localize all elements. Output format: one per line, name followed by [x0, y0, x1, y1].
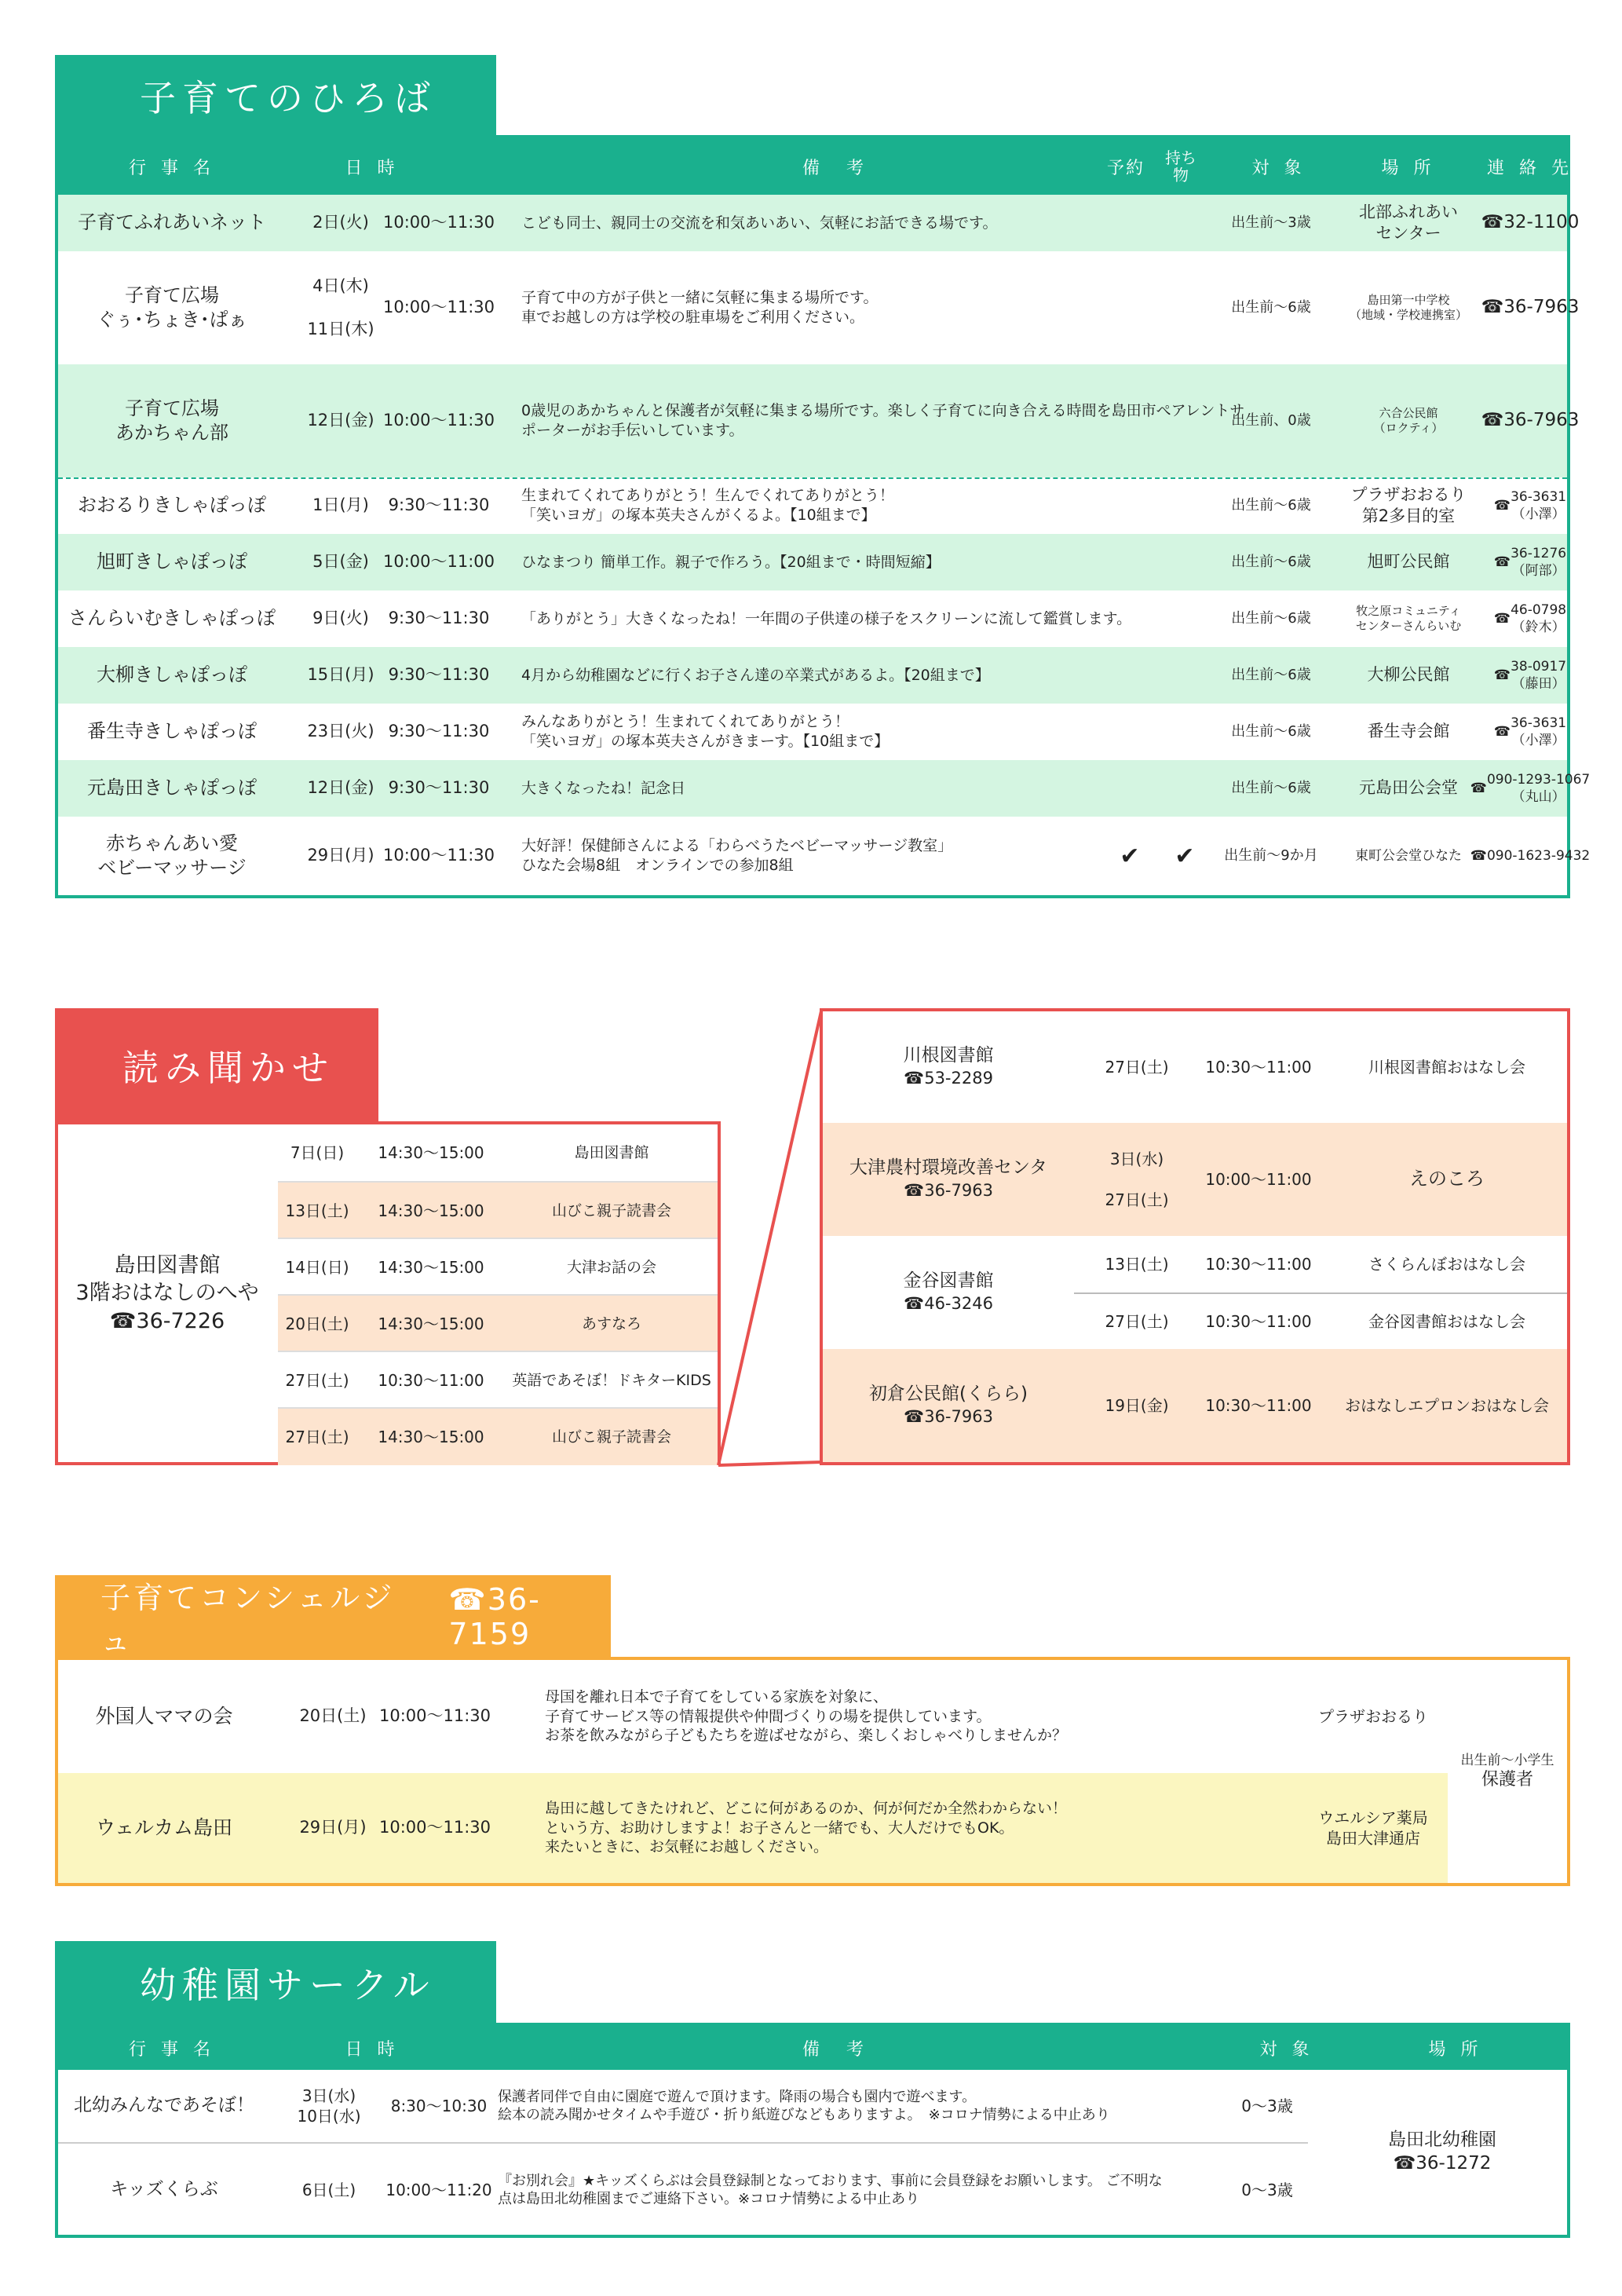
event-place: プラザおおるり 第2多目的室	[1350, 484, 1467, 525]
yomi-event: 英語であそぼ！ドキターKIDS	[512, 1371, 711, 1389]
youchien-place-tel: ☎ 36-1272	[1394, 2152, 1492, 2176]
event-target: 出生前～6歳	[1231, 299, 1311, 316]
youchien-row	[58, 2142, 1308, 2236]
event-contact: ☎ 36-3631 （小澤）	[1456, 477, 1605, 534]
yomi-date: 3日(水) 27日(土)	[1105, 1150, 1169, 1209]
concierge-time: 10:00～11:30	[378, 1706, 491, 1726]
y-hdr-target: 対 象	[1259, 2039, 1314, 2060]
event-contact: ☎ 46-0798 （鈴木）	[1456, 590, 1605, 647]
yomi-event: 金谷図書館おはなし会	[1368, 1312, 1525, 1331]
youchien-row	[58, 2070, 1308, 2142]
event-name: 元島田きしゃぽっぽ	[87, 777, 257, 799]
youchien-name: 北幼みんなであそぼ！	[74, 2095, 254, 2116]
event-contact: ☎ 36-7963	[1456, 251, 1605, 364]
library-cell	[823, 1123, 1074, 1236]
event-name: おおるりきしゃぽっぽ	[78, 494, 266, 517]
event-contact: ☎ 32-1100	[1456, 195, 1605, 251]
library-cell	[823, 1236, 1074, 1349]
y-hdr-date: 日 時	[345, 2039, 400, 2060]
concierge-row	[58, 1773, 1448, 1883]
event-target: 出生前～6歳	[1231, 554, 1311, 571]
event-note: 子育て中の方が子供と一緒に気軽に集まる場所です。 車でお越しの方は学校の駐車場をご利用ください。	[521, 289, 879, 326]
concierge-target	[1448, 1660, 1567, 1883]
event-date: 9日(火)	[312, 609, 369, 628]
youchien-place-name: 島田北幼稚園	[1388, 2130, 1496, 2151]
library-cell	[823, 1349, 1074, 1462]
event-note: こども同士、親同士の交流を和気あいあい、気軽にお話できる場です。	[521, 214, 998, 232]
event-target: 出生前～3歳	[1231, 214, 1311, 232]
youchien-note: 『お別れ会』★キッズくらぶは会員登録制となっております、事前に会員登録をお願いします。 ご不明な点は島田北幼稚園までご連絡下さい。※コロナ情勢による中止あり	[498, 2172, 1163, 2207]
concierge-target-small: 出生前～小学生	[1460, 1752, 1554, 1768]
shimada-library-name: 島田図書館 3階おはなしのへや	[75, 1253, 259, 1306]
yomi-date: 27日(土)	[1105, 1312, 1169, 1331]
concierge-row	[58, 1660, 1448, 1773]
event-note: 大好評！保健師さんによる「わらべうたベビーマッサージ教室」 ひなた会場8組 オンラインでの参加8組	[521, 837, 953, 874]
event-name: さんらいむきしゃぽっぽ	[68, 607, 276, 630]
yomi-time: 14:30～15:00	[378, 1201, 484, 1220]
event-name: 旭町きしゃぽっぽ	[97, 550, 247, 573]
yomi-date: 13日(土)	[285, 1201, 349, 1220]
event-time: 9:30～11:30	[388, 609, 490, 628]
y-hdr-place: 場 所	[1428, 2039, 1483, 2060]
yomi-time: 10:30～11:00	[1205, 1396, 1312, 1415]
event-place: 旭町公民館	[1367, 552, 1450, 572]
event-time: 10:00～11:30	[382, 411, 495, 430]
yomi-time: 10:30～11:00	[1205, 1058, 1312, 1077]
event-date: 5日(金)	[312, 552, 369, 572]
yomi-event: 島田図書館	[574, 1143, 649, 1161]
event-date: 4日(木) 11日(木)	[307, 276, 374, 338]
youchien-title-tab	[55, 1941, 496, 2024]
yomi-other-row	[823, 1349, 1567, 1462]
event-place: 元島田公会堂	[1359, 778, 1458, 798]
youchien-time: 8:30～10:30	[390, 2097, 488, 2115]
event-name: 番生寺きしゃぽっぽ	[87, 720, 257, 743]
event-note: みんなありがとう！生まれてくれてありがとう！ 「笑いヨガ」の塚本英夫さんがきまーす。【10組まで】	[521, 713, 890, 750]
library-name: 初倉公民館(くらら)	[869, 1384, 1028, 1405]
library-name: 金谷図書館	[903, 1270, 994, 1292]
event-target: 出生前～9か月	[1224, 847, 1318, 865]
yomi-other-row	[823, 1011, 1567, 1123]
event-time: 10:00～11:30	[382, 213, 495, 232]
event-name: 子育て広場 あかちゃん部	[115, 397, 228, 444]
concierge-place: ウエルシア薬局 島田大津通店	[1318, 1808, 1428, 1848]
event-note: 「ありがとう」大きくなったね！一年間の子供達の様子をスクリーンに流して鑑賞します。	[521, 609, 1132, 627]
yomi-event: えのころ	[1409, 1168, 1485, 1190]
event-note: ひなまつり 簡単工作。親子で作ろう。【20組まで・時間短縮】	[521, 553, 941, 571]
event-time: 10:00～11:00	[382, 552, 495, 572]
event-time: 10:00～11:30	[382, 298, 495, 317]
event-date: 15日(月)	[307, 665, 374, 685]
event-note: 0歳児のあかちゃんと保護者が気軽に集まる場所です。楽しく子育てに向き合える時間を島田市ぺアレントサポーターがお手伝いしています。	[521, 402, 1245, 439]
youchien-note: 保護者同伴で自由に園庭で遊んで頂けます。降雨の場合も園内で遊べます。 絵本の読み聞かせタイムや手遊び・折り紙遊びなどもありますよ。 ※コロナ情勢による中止あり	[498, 2088, 1110, 2123]
youchien-time: 10:00～11:20	[385, 2181, 492, 2199]
event-date: 23日(火)	[307, 722, 374, 741]
event-time: 9:30～11:30	[388, 722, 490, 741]
hdr-target: 対 象	[1251, 158, 1306, 178]
youchien-table	[55, 2023, 1570, 2238]
hdr-note: 備 考	[802, 158, 868, 178]
yomi-date: 27日(土)	[1105, 1058, 1169, 1077]
concierge-title-tab	[55, 1575, 611, 1658]
yomi-time: 10:30～11:00	[1205, 1255, 1312, 1274]
event-place: 番生寺会館	[1367, 722, 1450, 741]
event-place: 牧之原コミュニティ センターさんらいむ	[1355, 603, 1462, 633]
event-note: 4月から幼稚園などに行くお子さん達の卒業式があるよ。【20組まで】	[521, 666, 990, 684]
yomi-event: あすなろ	[581, 1314, 641, 1333]
yomi-time: 10:30～11:00	[378, 1371, 484, 1390]
event-name: 大柳きしゃぽっぽ	[97, 664, 247, 686]
event-note: 大きくなったね！記念日	[521, 779, 686, 797]
yomi-event: 大津お話の会	[566, 1258, 656, 1276]
yomi-time: 14:30～15:00	[378, 1258, 484, 1277]
youchien-title: 幼稚園サークル	[140, 1964, 436, 2006]
concierge-note: 母国を離れ日本で子育てをしている家族を対象に、 子育てサービス等の情報提供や仲間づくりの場を提供しています。 お茶を飲みながら子どもたちを遊ばせながら、楽しくおしゃべりしませんか？	[545, 1687, 1068, 1745]
youchien-target: 0～3歳	[1241, 2097, 1293, 2115]
yomi-subrow	[1074, 1236, 1567, 1292]
event-note: 生まれてくれてありがとう！生んでくれてありがとう！ 「笑いヨガ」の塚本英夫さんがくるよ。【10組まで】	[521, 487, 895, 524]
event-date: 12日(金)	[307, 411, 374, 430]
event-contact: ☎ 36-3631 （小澤）	[1456, 704, 1605, 760]
event-place: 六合公民館 （ロクティ）	[1373, 405, 1444, 435]
yomi-right-table	[820, 1008, 1570, 1465]
hdr-date: 日 時	[345, 158, 400, 178]
event-date: 2日(火)	[312, 213, 369, 232]
concierge-table	[55, 1657, 1570, 1886]
yomi-other-row	[823, 1123, 1567, 1236]
yomi-time: 10:00～11:00	[1205, 1170, 1312, 1189]
concierge-date: 20日(土)	[299, 1706, 367, 1726]
event-contact: ☎ 090-1623-9432	[1456, 817, 1605, 895]
event-place: 大柳公民館	[1367, 665, 1450, 685]
youchien-header	[58, 2026, 1567, 2070]
event-place: 東町公会堂ひなた	[1355, 847, 1462, 864]
hdr-bring: 持ち物	[1165, 148, 1196, 185]
concierge-name: 外国人ママの会	[95, 1704, 233, 1727]
event-date: 1日(月)	[312, 495, 369, 515]
concierge-place: プラザおおるり	[1318, 1707, 1428, 1726]
youchien-date: 6日(土)	[301, 2181, 356, 2199]
event-place: 島田第一中学校 （地域・学校連携室）	[1349, 292, 1467, 322]
shimada-library-tel: ☎ 36-7226	[110, 1307, 225, 1335]
event-name: 子育て広場 ぐぅ･ちょき･ぱぁ	[97, 283, 247, 331]
concierge-name: ウェルカム島田	[95, 1815, 232, 1839]
event-contact: ☎ 090-1293-1067 （丸山）	[1456, 760, 1605, 817]
youchien-place	[1314, 2070, 1570, 2235]
event-date: 29日(月)	[307, 846, 374, 865]
yomi-other-row	[823, 1236, 1567, 1349]
yomi-time: 14:30～15:00	[378, 1428, 484, 1446]
library-tel: ☎ 36-7963	[904, 1406, 993, 1428]
y-hdr-note: 備 考	[802, 2039, 868, 2060]
event-target: 出生前～6歳	[1231, 497, 1311, 514]
event-target: 出生前～6歳	[1231, 667, 1311, 684]
concierge-time: 10:00～11:30	[378, 1818, 491, 1837]
yomi-date: 13日(土)	[1105, 1255, 1169, 1274]
event-target: 出生前、0歳	[1231, 412, 1311, 430]
hdr-name: 行 事 名	[129, 158, 215, 178]
yomi-date: 7日(日)	[290, 1143, 345, 1162]
hdr-place: 場 所	[1381, 158, 1436, 178]
yomi-subrow	[1074, 1292, 1567, 1349]
event-place: 北部ふれあい センター	[1359, 202, 1458, 243]
hdr-contact: 連 絡 先	[1487, 158, 1573, 178]
concierge-note: 島田に越してきたけれど、どこに何があるのか、何が何だか全然わからない！ という方、お助けしますよ！お子さんと一緒でも、大人だけでもOK。 来たいときに、お気軽にお越しください。	[545, 1799, 1068, 1856]
concierge-title: 子育てコンシェルジュ	[100, 1581, 396, 1658]
event-contact: ☎ 36-1276 （阿部）	[1456, 534, 1605, 590]
yomi-date: 20日(土)	[285, 1314, 349, 1333]
yomi-event: 川根図書館おはなし会	[1368, 1058, 1525, 1077]
yomi-date: 19日(金)	[1105, 1396, 1169, 1415]
library-tel: ☎ 36-7963	[904, 1180, 993, 1201]
library-tel: ☎ 46-3246	[904, 1293, 993, 1314]
event-contact: ☎ 38-0917 （藤田）	[1456, 647, 1605, 704]
youchien-date: 3日(水) 10日(水)	[297, 2086, 361, 2126]
event-time: 10:00～11:30	[382, 846, 495, 865]
event-time: 9:30～11:30	[388, 665, 490, 685]
reserve-mark: ✔	[1120, 842, 1140, 870]
event-name: 子育てふれあいネット	[78, 211, 266, 234]
yomi-date: 14日(日)	[285, 1258, 349, 1277]
hiroba-title: 子育てのひろば	[140, 77, 437, 119]
bring-mark: ✔	[1174, 842, 1195, 870]
youchien-name: キッズくらぶ	[110, 2179, 218, 2200]
library-name: 大津農村環境改善センタ	[849, 1157, 1048, 1179]
event-date: 12日(金)	[307, 778, 374, 798]
event-time: 9:30～11:30	[388, 778, 490, 798]
yomi-time: 10:30～11:00	[1205, 1312, 1312, 1331]
yomi-event: おはなしエプロンおはなし会	[1345, 1396, 1549, 1415]
yomi-event: さくらんぼおはなし会	[1368, 1255, 1525, 1274]
yomi-time: 14:30～15:00	[378, 1314, 484, 1333]
event-name: 赤ちゃんあい愛 ベビーマッサージ	[97, 832, 247, 879]
concierge-target-main: 保護者	[1481, 1769, 1533, 1790]
yomi-date: 27日(土)	[285, 1428, 349, 1446]
concierge-tel: ☎ 36-7159	[448, 1582, 611, 1651]
library-tel: ☎ 53-2289	[904, 1068, 993, 1089]
concierge-date: 29日(月)	[299, 1818, 367, 1837]
yomi-title: 読み聞かせ	[122, 1047, 334, 1089]
youchien-target: 0～3歳	[1241, 2181, 1293, 2199]
yomi-time: 14:30～15:00	[378, 1143, 484, 1162]
library-cell	[823, 1011, 1074, 1123]
yomi-date: 27日(土)	[285, 1371, 349, 1390]
event-contact: ☎ 36-7963	[1456, 364, 1605, 477]
y-hdr-name: 行 事 名	[129, 2039, 215, 2060]
event-target: 出生前～6歳	[1231, 610, 1311, 627]
yomi-event: 山びこ親子読書会	[551, 1428, 671, 1446]
yomi-event: 山びこ親子読書会	[551, 1201, 671, 1219]
library-name: 川根図書館	[903, 1045, 994, 1066]
event-time: 9:30～11:30	[388, 495, 490, 515]
event-target: 出生前～6歳	[1231, 723, 1311, 740]
hdr-reserve: 予約	[1106, 158, 1145, 178]
event-target: 出生前～6歳	[1231, 780, 1311, 797]
